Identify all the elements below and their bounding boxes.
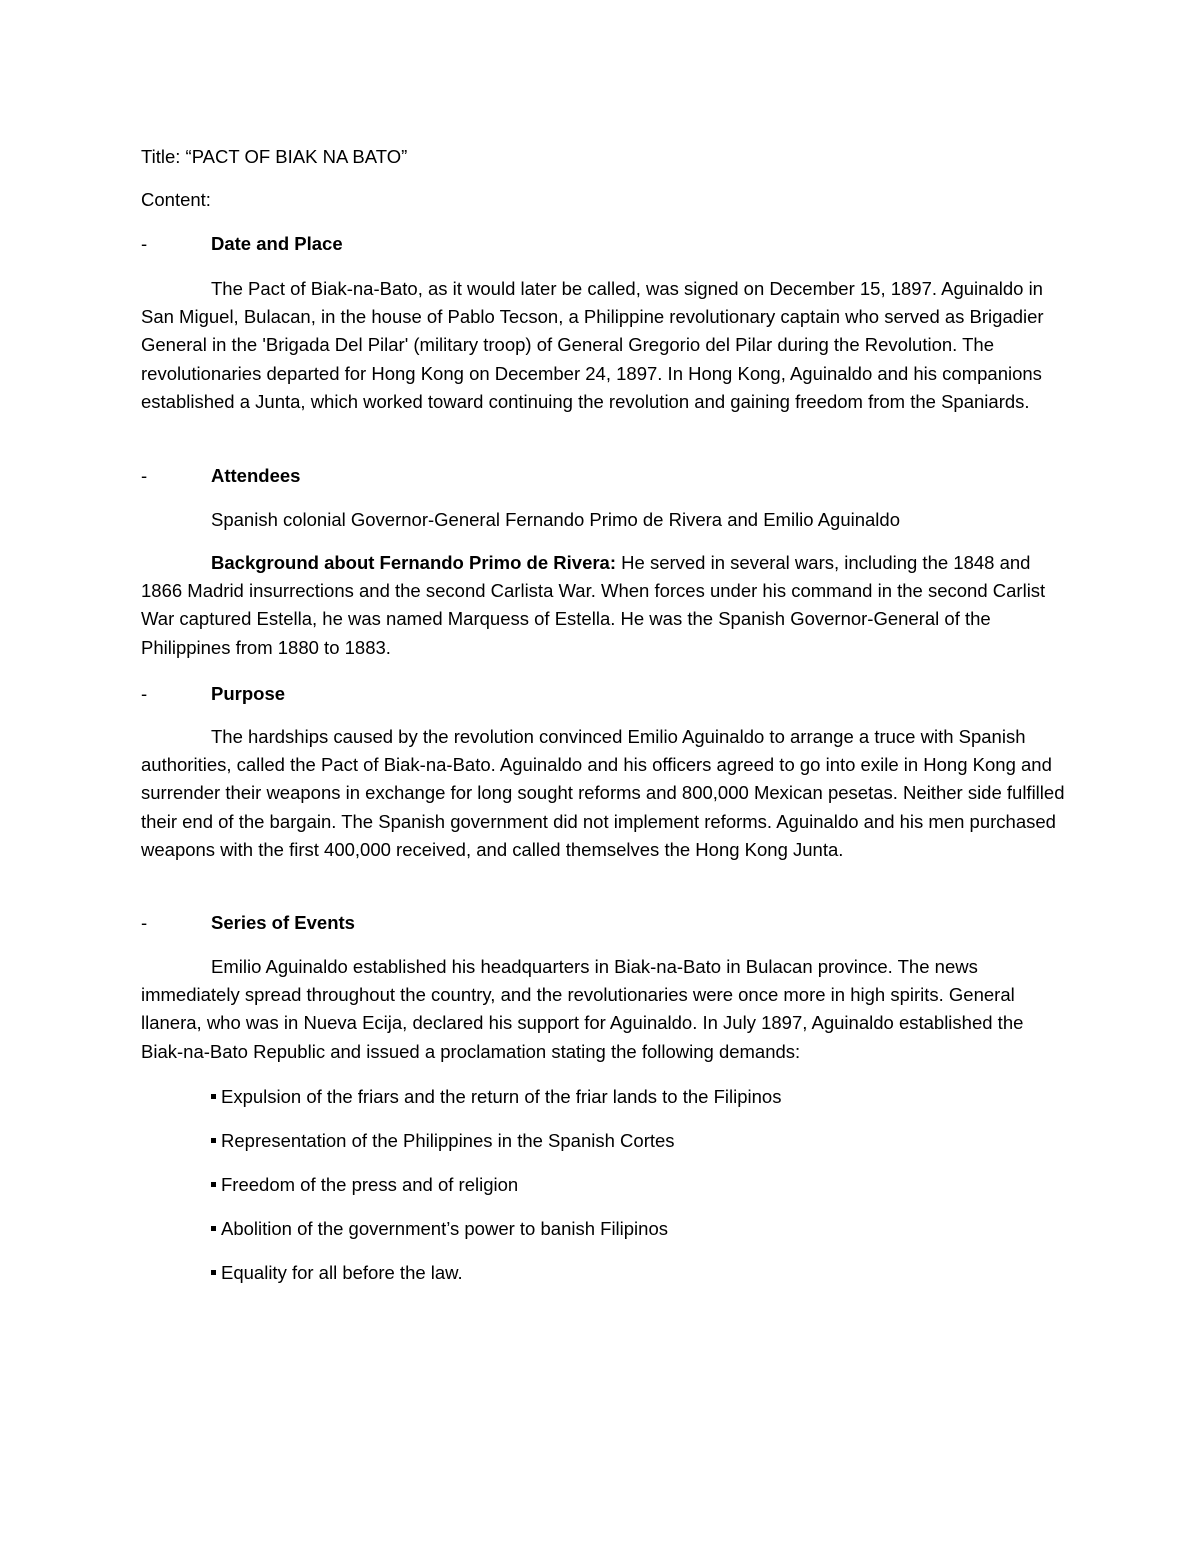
- square-bullet-icon: [211, 1138, 216, 1143]
- paragraph-series-of-events: Emilio Aguinaldo established his headquarters in Biak-na-Bato in Bulacan province. The news immediately spread throughout the country, and the revolutionaries were once more in high spirits. General llanera, who was in Nueva Ecija, declared his support for Aguinaldo. In July 1897, Aguinaldo established the Biak-na-Bato Republic and issued a proclamation stating the following demands:: [141, 956, 1024, 1062]
- list-item: [211, 1215, 668, 1243]
- list-item: [211, 1259, 463, 1287]
- paragraph-background: [141, 549, 1066, 662]
- content-label: Content:: [141, 189, 211, 210]
- background-text: He served in several wars, including the 1848 and 1866 Madrid insurrections and the second Carlista War. When forces under his command in the second Carlist War captured Estella, he was named Marquess of Estella. He was the Spanish Governor-General of the Philippines from 1880 to 1883.: [141, 552, 1046, 658]
- demand-text: Representation of the Philippines in the Spanish Cortes: [221, 1130, 675, 1151]
- heading-attendees: Attendees: [211, 465, 301, 486]
- square-bullet-icon: [211, 1094, 216, 1099]
- section-dash: -: [141, 465, 148, 486]
- square-bullet-icon: [211, 1226, 216, 1231]
- demand-text: Expulsion of the friars and the return of the friar lands to the Filipinos: [221, 1086, 782, 1107]
- heading-purpose: Purpose: [211, 683, 286, 704]
- list-item: [211, 1083, 781, 1111]
- square-bullet-icon: [211, 1182, 216, 1187]
- list-item: [211, 1171, 518, 1199]
- section-dash: -: [141, 912, 148, 933]
- attendees-text: Spanish colonial Governor-General Fernando Primo de Rivera and Emilio Aguinaldo: [211, 509, 900, 530]
- square-bullet-icon: [211, 1270, 216, 1275]
- heading-series-of-events: Series of Events: [211, 912, 355, 933]
- heading-date-place: Date and Place: [211, 233, 343, 254]
- demand-text: Freedom of the press and of religion: [221, 1174, 519, 1195]
- background-label: Background about Fernando Primo de Rivera:: [211, 552, 617, 573]
- list-item: [211, 1127, 675, 1155]
- paragraph-purpose: The hardships caused by the revolution convinced Emilio Aguinaldo to arrange a truce with Spanish authorities, called the Pact of Biak-na-Bato. Aguinaldo and his officers agreed to go into exile in Hong Kong and surrender their weapons in exchange for long sought reforms and 800,000 Mexican pesetas. Neither side fulfilled their end of the bargain. The Spanish government did not implement reforms. Aguinaldo and his men purchased weapons with the first 400,000 received, and called themselves the Hong Kong Junta.: [141, 726, 1065, 860]
- paragraph-date-place: The Pact of Biak-na-Bato, as it would later be called, was signed on December 15, 1897. Aguinaldo in San Miguel, Bulacan, in the house of Pablo Tecson, a Philippine revolutionary captain who served as Brigadier General in the 'Brigada Del Pilar' (military troop) of General Gregorio del Pilar during the Revolution. The revolutionaries departed for Hong Kong on December 24, 1897. In Hong Kong, Aguinaldo and his companions established a Junta, which worked toward continuing the revolution and gaining freedom from the Spaniards.: [141, 278, 1044, 412]
- demand-text: Equality for all before the law.: [221, 1262, 463, 1283]
- section-dash: -: [141, 683, 148, 704]
- document-title: Title: “PACT OF BIAK NA BATO”: [141, 146, 408, 167]
- demand-text: Abolition of the government’s power to banish Filipinos: [221, 1218, 668, 1239]
- section-dash: -: [141, 233, 148, 254]
